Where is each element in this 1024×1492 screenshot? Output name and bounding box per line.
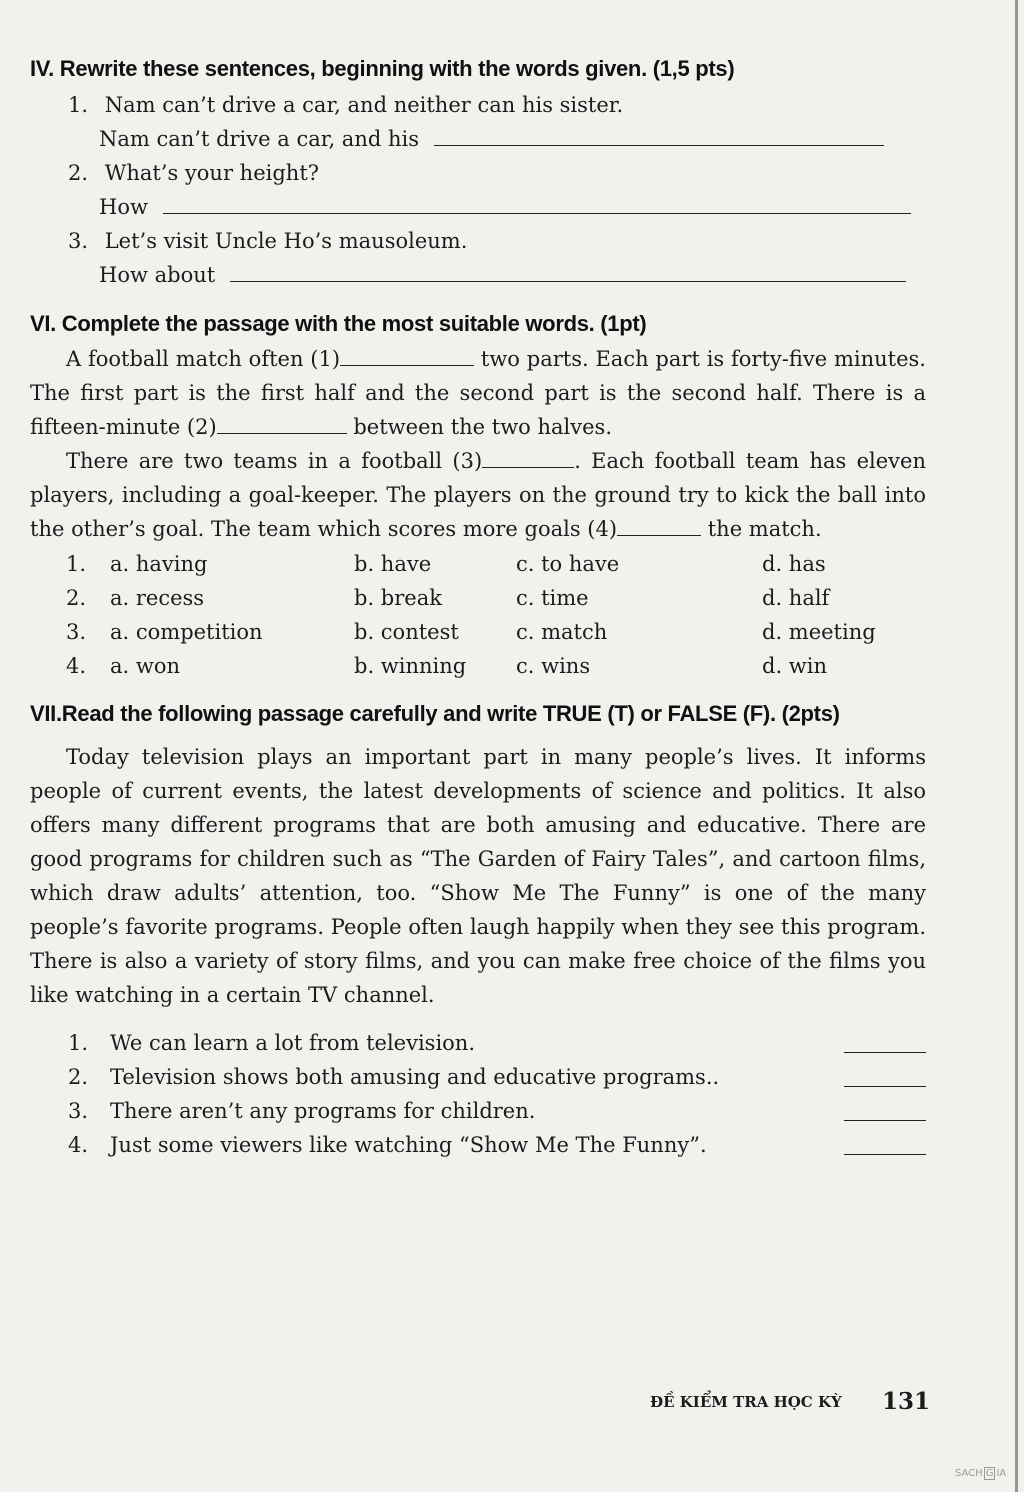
rewrite-start: How about: [99, 263, 216, 287]
option-b[interactable]: b. winning: [354, 654, 467, 678]
statement-text: We can learn a lot from television.: [110, 1031, 475, 1055]
rewrite-answer-3: [99, 262, 906, 288]
section-4-heading: IV. Rewrite these sentences, beginning with the words given. (1,5 pts): [30, 56, 735, 81]
football-passage-p2: There are two teams in a football (3) . Each football team has eleven players, including a goal-keeper. The players on the ground try to kick the ball into the other’s goal. The team which scores more goals (4) the match.: [30, 449, 926, 541]
rewrite-start: How: [99, 195, 148, 219]
statement-text: Television shows both amusing and educative programs..: [110, 1065, 720, 1089]
rewrite-answer-2: [99, 194, 911, 220]
gap-3-blank[interactable]: [482, 449, 574, 468]
option-b[interactable]: b. have: [354, 552, 432, 576]
gap-2-blank[interactable]: [217, 415, 347, 434]
rewrite-item-3: [68, 228, 467, 254]
statement-number: 4.: [68, 1133, 89, 1157]
gap-4-blank[interactable]: [617, 517, 701, 536]
option-a[interactable]: a. won: [110, 654, 181, 678]
statement-number: 2.: [68, 1065, 89, 1089]
watermark-logo: SACH G IA: [955, 1468, 1007, 1479]
option-number: 4.: [66, 654, 87, 678]
true-false-blank[interactable]: [844, 1102, 926, 1121]
option-c[interactable]: c. to have: [516, 552, 620, 576]
rewrite-prompt: Let’s visit Uncle Ho’s mausoleum.: [104, 229, 468, 253]
rewrite-prompt: What’s your height?: [104, 161, 320, 185]
true-false-blank[interactable]: [844, 1068, 926, 1087]
option-number: 1.: [66, 552, 87, 576]
answer-blank[interactable]: [434, 127, 884, 146]
rewrite-start: Nam can’t drive a car, and his: [99, 127, 419, 151]
option-b[interactable]: b. break: [354, 586, 442, 610]
option-c[interactable]: c. time: [516, 586, 589, 610]
television-passage: Today television plays an important part in many people’s lives. It informs people of current events, the latest developments of science and politics. It also offers many different programs that are both amusing and educative. There are good programs for children such as “The Garden of Fairy Tales”, and cartoon films, which draw adults’ attention, too. “Show Me The Funny” is one of the many people’s favorite programs. People often laugh happily when they see this program. There is also a variety of story films, and you can make free choice of the films you like watching in a certain TV channel.: [30, 745, 926, 1007]
option-d[interactable]: d. half: [762, 586, 830, 610]
statement-text: There aren’t any programs for children.: [110, 1099, 536, 1123]
footer-title: ĐỀ KIỂM TRA HỌC KỲ: [650, 1393, 842, 1411]
option-c[interactable]: c. match: [516, 620, 608, 644]
option-number: 3.: [66, 620, 87, 644]
true-false-blank[interactable]: [844, 1034, 926, 1053]
section-7-heading: VII.Read the following passage carefully and write TRUE (T) or FALSE (F). (2pts): [30, 701, 840, 726]
statement-number: 3.: [68, 1099, 89, 1123]
option-d[interactable]: d. has: [762, 552, 826, 576]
option-number: 2.: [66, 586, 87, 610]
item-number: 1.: [68, 93, 89, 117]
item-number: 3.: [68, 229, 89, 253]
page-edge-shadow: [1015, 0, 1018, 1492]
section-6-heading: VI. Complete the passage with the most suitable words. (1pt): [30, 311, 647, 336]
option-d[interactable]: d. meeting: [762, 620, 876, 644]
true-false-blank[interactable]: [844, 1136, 926, 1155]
statement-number: 1.: [68, 1031, 89, 1055]
option-d[interactable]: d. win: [762, 654, 828, 678]
option-c[interactable]: c. wins: [516, 654, 591, 678]
item-number: 2.: [68, 161, 89, 185]
answer-blank[interactable]: [163, 195, 911, 214]
gap-1-blank[interactable]: [340, 347, 474, 366]
option-a[interactable]: a. recess: [110, 586, 205, 610]
rewrite-prompt: Nam can’t drive a car, and neither can his sister.: [104, 93, 624, 117]
statement-text: Just some viewers like watching “Show Me The Funny”.: [110, 1133, 707, 1157]
football-passage-p1: A football match often (1) two parts. Each part is forty-five minutes. The first part is the first half and the second part is the second half. There is a fifteen-minute (2) between the two halves.: [30, 347, 926, 439]
rewrite-item-2: [68, 160, 319, 186]
answer-blank[interactable]: [230, 263, 906, 282]
option-a[interactable]: a. competition: [110, 620, 263, 644]
option-b[interactable]: b. contest: [354, 620, 459, 644]
page-number: 131: [882, 1388, 931, 1415]
rewrite-item-1: [68, 92, 623, 118]
rewrite-answer-1: [99, 126, 884, 152]
option-a[interactable]: a. having: [110, 552, 208, 576]
